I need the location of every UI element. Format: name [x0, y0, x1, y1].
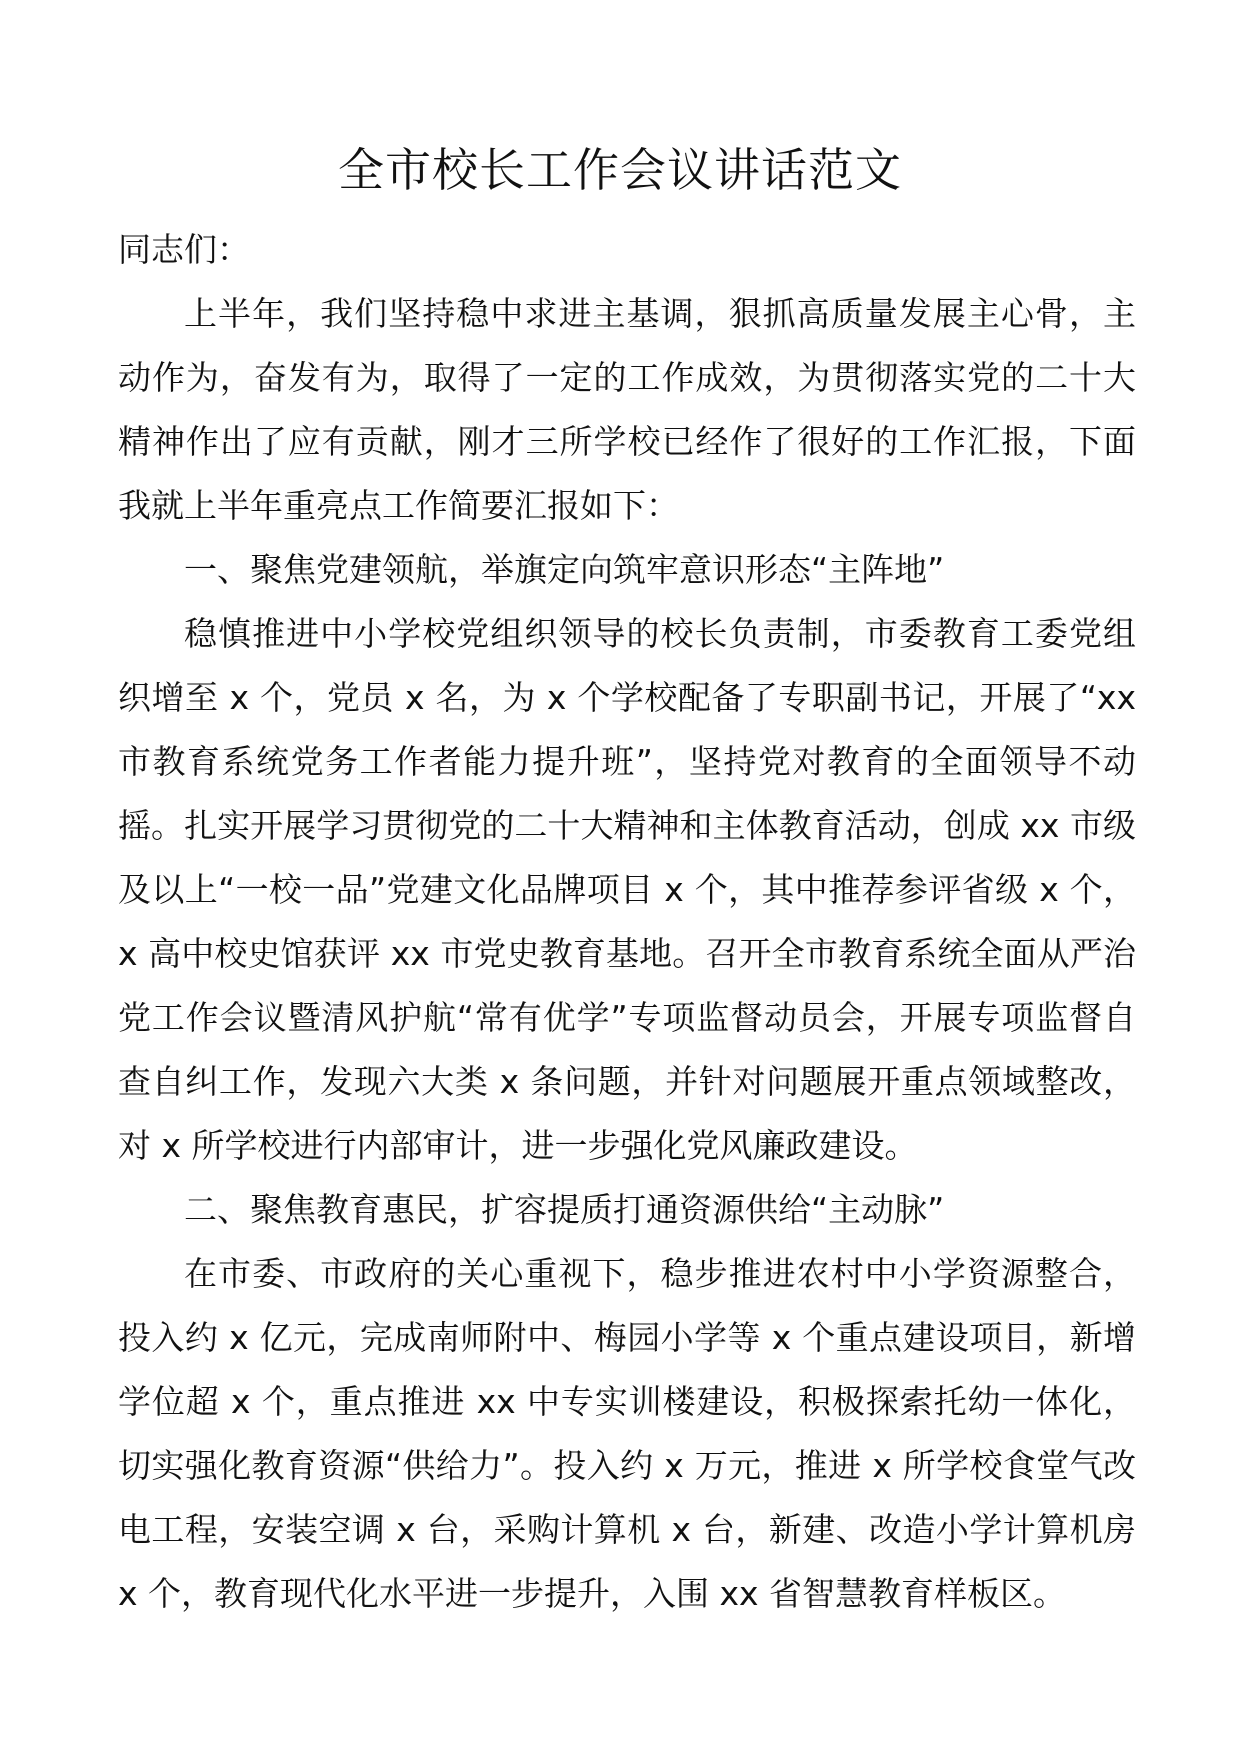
document-title: 全市校长工作会议讲话范文	[338, 143, 902, 197]
paragraph-intro: 上半年，我们坚持稳中求进主基调，狠抓高质量发展主心骨，主动作为，奋发有为，取得了一定的工作成效，为贯彻落实党的二十大精神作出了应有贡献，刚才三所学校已经作了很好的工作汇报，下面我就上半年重亮点工作简要汇报如下：	[118, 294, 1136, 525]
paragraph-section-1: 稳慎推进中小学校党组织领导的校长负责制，市委教育工委党组织增至 x 个，党员 x 名，为 x 个学校配备了专职副书记，开展了“xx 市教育系统党务工作者能力提升班”，坚持党对教育的全面领导不动摇。扎实开展学习贯彻党的二十大精神和主体教育活动，创成 xx 市级及以上“一校一品”党建文化品牌项目 x 个，其中推荐参评省级 x 个，x 高中校史馆获评 xx 市党史教育基地。召开全市教育系统全面从严治党工作会议暨清风护航“常有优学”专项监督动员会，开展专项监督自查自纠工作，发现六大类 x 条问题，并针对问题展开重点领域整改，对 x 所学校进行内部审计，进一步强化党风廉政建设。	[118, 614, 1136, 1165]
section-heading-1: 一、聚焦党建领航，举旗定向筑牢意识形态“主阵地”	[184, 550, 945, 589]
paragraph-section-2: 在市委、市政府的关心重视下，稳步推进农村中小学资源整合，投入约 x 亿元，完成南师附中、梅园小学等 x 个重点建设项目，新增学位超 x 个，重点推进 xx 中专实训楼建设，积极探索托幼一体化，切实强化教育资源“供给力”。投入约 x 万元，推进 x 所学校食堂气改电工程，安装空调 x 台，采购计算机 x 台，新建、改造小学计算机房 x 个，教育现代化水平进一步提升，入围 xx 省智慧教育样板区。	[118, 1254, 1136, 1613]
salutation: 同志们：	[118, 230, 250, 269]
section-heading-2: 二、聚焦教育惠民，扩容提质打通资源供给“主动脉”	[184, 1190, 945, 1229]
document-body	[118, 218, 1136, 1626]
